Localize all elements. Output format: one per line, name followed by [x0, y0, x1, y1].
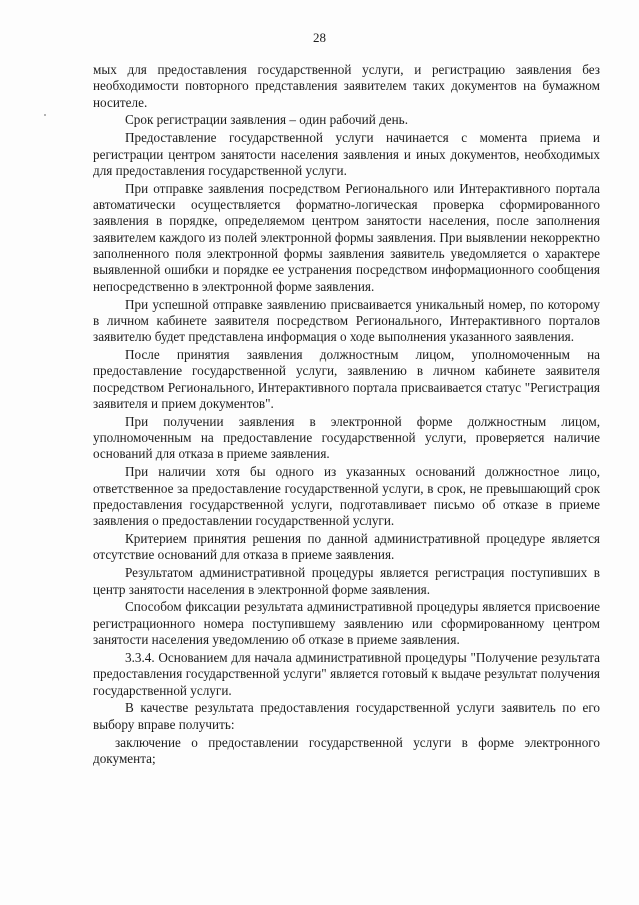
paragraph-service-start: Предоставление государственной услуги начинается с момента приема и регистрации центром занятости населения заявления и иных документов, необходимых для предоставления государственной услуги. — [93, 130, 600, 178]
paragraph-registration-period: Срок регистрации заявления – один рабочий день. — [125, 112, 408, 128]
paragraph-section-3-3-4: 3.3.4. Основанием для начала административной процедуры "Получение результата предоставления государственной услуги" является готовый к выдаче результат получения государственной услуги. — [93, 649, 600, 698]
paragraph-continuation: мых для предоставления государственной услуги, и регистрацию заявления без необходимости повторного представления заявителем таких документов на бумажном носителе. — [93, 62, 600, 110]
page-number: 28 — [313, 30, 326, 45]
paragraph-electronic-conclusion: заключение о предоставлении государственной услуги в форме электронного документа; — [93, 734, 600, 766]
paragraph-procedure-result: Результатом административной процедуры является регистрация поступивших в центр занятости населения в электронной форме заявления. — [93, 565, 600, 597]
document-body — [93, 62, 600, 769]
paragraph-format-check: При отправке заявления посредством Регионального или Интерактивного портала автоматически осуществляется форматно-логическая проверка сформированного заявления в порядке, определяемом центром занятости населения, после заполнения заявителем каждого из полей электронной формы заявления. При выявлении некорректно заполненного поля электронной формы заявления заявитель уведомляется о характере выявленной ошибки и порядке ее устранения посредством информационного сообщения непосредственно в электронной форме заявления. — [93, 180, 600, 294]
scan-speck — [44, 114, 46, 116]
paragraph-result-options: В качестве результата предоставления государственной услуги заявитель по его выбору вправе получить: — [93, 700, 600, 732]
paragraph-refusal-letter: При наличии хотя бы одного из указанных оснований должностное лицо, ответственное за предоставление государственной услуги, в срок, не превышающий срок предоставления государственной услуги, подготавливает письмо об отказе в приеме заявления о предоставлении государственной услуги. — [93, 464, 600, 529]
paragraph-unique-number: При успешной отправке заявлению присваивается уникальный номер, по которому в личном кабинете заявителя посредством Регионального, Интерактивного порталов заявителю будет представлена информация о ходе выполнения указанного заявления. — [93, 296, 600, 345]
paragraph-status-assignment: После принятия заявления должностным лицом, уполномоченным на предоставление государственной услуги, заявлению в личном кабинете заявителя посредством Регионального, Интерактивного портала присваивается статус "Регистрация заявителя и прием документов". — [93, 347, 600, 411]
paragraph-grounds-check: При получении заявления в электронной форме должностным лицом, уполномоченным на предоставление государственной услуги, проверяется наличие оснований для отказа в приеме заявления. — [93, 413, 600, 462]
paragraph-result-fixation: Способом фиксации результата административной процедуры является присвоение регистрационного номера поступившему заявлению или сформированному центром занятости населения уведомлению об отказе в приеме заявления. — [93, 599, 600, 648]
paragraph-decision-criterion: Критерием принятия решения по данной административной процедуре является отсутствие оснований для отказа в приеме заявления. — [93, 531, 600, 563]
